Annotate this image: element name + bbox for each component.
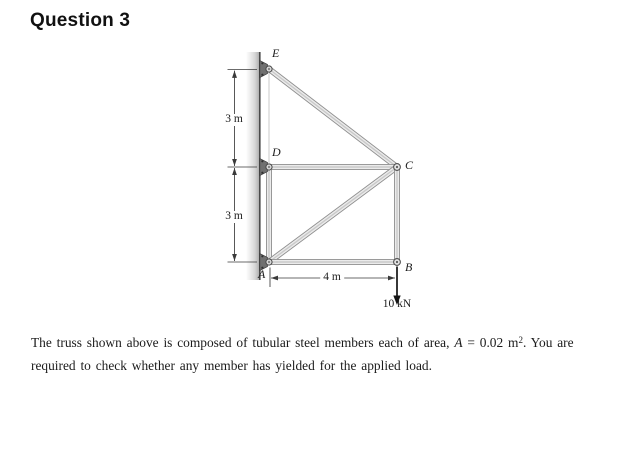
body-line-1: The truss shown above is composed of tubular steel members each of area, A = 0.02 $m^2$. You are [31, 335, 574, 350]
joint-b [394, 259, 401, 266]
truss-members [269, 69, 397, 262]
dimension-label-ed: 3 m [222, 114, 246, 126]
member-ec [269, 69, 397, 167]
question-title: Question 3 [30, 10, 131, 31]
support-e [260, 61, 272, 78]
dimension-label-ab: 4 m [320, 272, 344, 284]
node-label-a: A [258, 267, 266, 281]
member-ac [269, 167, 397, 262]
node-label-c: C [405, 158, 414, 172]
dimension-label-da: 3 m [222, 211, 246, 223]
question-body [31, 332, 613, 377]
node-label-b: B [405, 260, 413, 274]
node-label-e: E [272, 46, 280, 60]
node-label-d: D [272, 145, 281, 159]
body-line-2: required to check whether any member has yielded for the applied load. [31, 358, 432, 373]
load-label: 10 kN [382, 298, 412, 310]
area-variable: A [454, 335, 463, 350]
joint-c [394, 164, 401, 171]
wall [246, 52, 260, 280]
